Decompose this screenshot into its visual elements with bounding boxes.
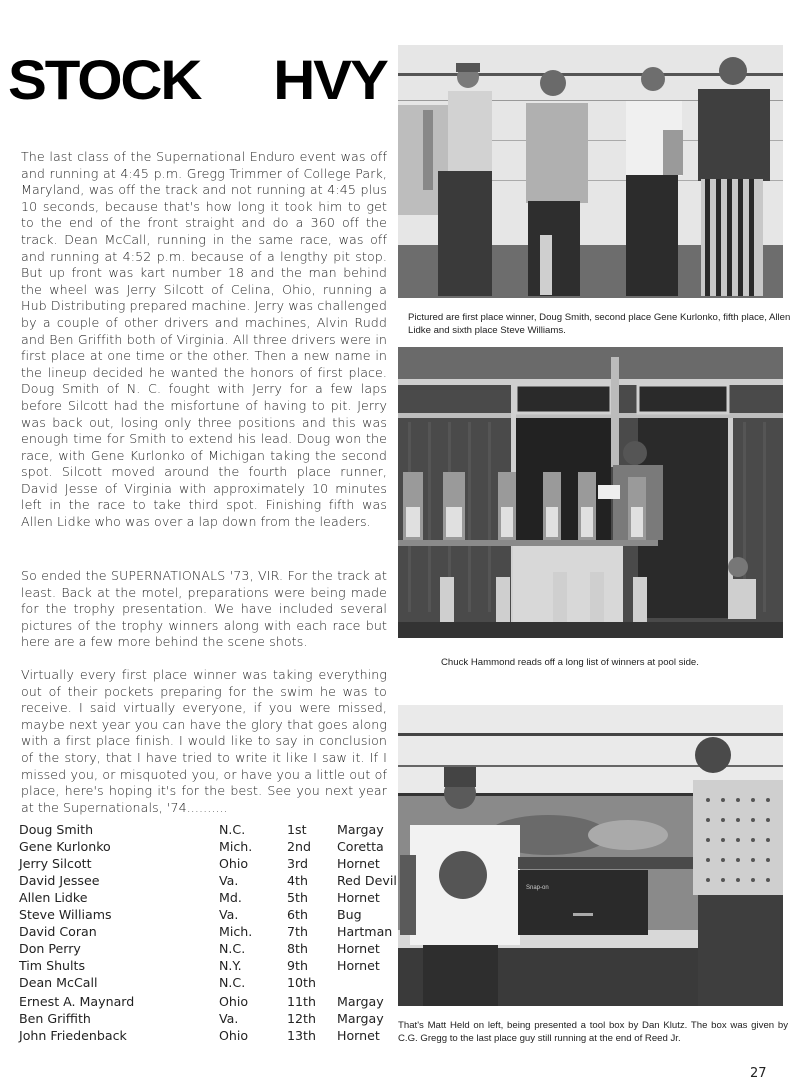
result-place: 9th [287,958,308,973]
result-name: John Friedenback [19,1028,127,1043]
result-kart: Margay [337,994,384,1009]
result-kart: Hartman [337,924,393,939]
result-place: 11th [287,994,316,1009]
photo-tool-box-caption: That's Matt Held on left, being presented a tool box by Dan Klutz. The box was given by C.G. Gregg to the last place guy still running at the end of Reed Jr. [398,1020,788,1044]
results-row [19,958,389,975]
results-row [19,975,389,992]
result-place: 13th [287,1028,316,1043]
result-place: 1st [287,822,307,837]
result-state: N.C. [219,941,246,956]
result-kart: Bug [337,907,362,922]
toolbox-brand-label: Snap-on [526,885,549,891]
result-name: Ernest A. Maynard [19,994,135,1009]
result-state: Ohio [219,994,249,1009]
results-row [19,822,389,839]
result-kart: Margay [337,822,384,837]
result-state: Ohio [219,1028,249,1043]
result-name: Allen Lidke [19,890,88,905]
result-state: Va. [219,907,239,922]
results-row [19,924,393,941]
result-name: Don Perry [19,941,81,956]
result-place: 2nd [287,839,311,854]
result-name: David Jessee [19,873,100,888]
photo-winners-caption: Pictured are first place winner, Doug Smith, second place Gene Kurlonko, fifth place, Allen Lidke and sixth place Steve Williams. [408,312,791,336]
result-kart: Hornet [337,958,380,973]
result-place: 8th [287,941,308,956]
result-kart: Hornet [337,856,380,871]
result-state: N.C. [219,975,246,990]
results-row [19,856,389,873]
result-place: 7th [287,924,308,939]
article-paragraph-1: The last class of the Supernational Enduro event was off and running at 4:45 p.m. Gregg Trimmer of College Park, Maryland, was off the track and not running at 4:45 plus 10 seconds, because that's how long it took him to get to the end of the front straight and do a 360 off the track. Dean McCall, running in the same race, was off and running at 4:52 p.m. because of a lengthy pit stop. But up front was kart number 18 and the man behind the wheel was Jerry Silcott of Celina, Ohio, running a Hub Distributing prepared machine. Jerry was challenged by a couple of other drivers and machines, Alvin Rudd and Ben Griffith both of Virginia. All three drivers were in first place at one time or the other. Then a new name in the lineup decided he wanted the honors of first place. Doug Smith of N. C. fought with Jerry for a few laps before Silcott had the misfortune of having to pit. Jerry was back out, losing only three positions and this was enough time for Smith to extend his lead. Doug won the race, with Gene Kurlonko of Michigan taking the second spot. Silcott moved around the fourth place runner, David Jesse of Virginia with approximately 10 minutes left in the race to take third spot. Finishing fifth was Allen Lidke who was over a lap down from the leaders. [21,149,387,530]
result-state: Mich. [219,839,253,854]
results-table [19,822,397,1045]
result-name: David Coran [19,924,97,939]
result-name: Gene Kurlonko [19,839,111,854]
result-place: 6th [287,907,308,922]
result-state: Mich. [219,924,253,939]
result-name: Ben Griffith [19,1011,91,1026]
result-place: 12th [287,1011,316,1026]
result-name: Tim Shults [19,958,86,973]
result-kart: Red Devil [337,873,397,888]
result-name: Dean McCall [19,975,98,990]
photo-trophy-presentation-image [398,347,783,638]
result-kart: Hornet [337,890,380,905]
results-row [19,941,389,958]
result-place: 5th [287,890,308,905]
result-place: 4th [287,873,308,888]
article-paragraph-3: Virtually every first place winner was taking everything out of their pockets preparing for the swim he was to receive. I said virtually everyone, if you were missed, maybe next year you can have the glory that goes along with a first place finish. I would like to say in conclusion of the story, that I have tried to write it like I saw it. If I missed you, or misquoted you, or have you a little out of place, here's hoping it's for the best. See you next year at the Supernationals, '74.......... [21,667,387,815]
result-kart: Hornet [337,941,380,956]
result-place: 3rd [287,856,308,871]
results-row [19,907,389,924]
article-paragraph-2: So ended the SUPERNATIONALS '73, VIR. For the track at least. Back at the motel, preparations were being made for the trophy presentation. We have included several pictures of the trophy winners along with each race but here are a few more behind the scene shots. [21,568,387,650]
page-number: 27 [750,1066,767,1081]
results-row [19,1011,389,1028]
results-row [19,994,389,1011]
result-state: Ohio [219,856,249,871]
results-row [19,1028,389,1045]
result-name: Steve Williams [19,907,112,922]
result-place: 10th [287,975,316,990]
headline-word-hvy: HVY [273,48,387,111]
result-state: Md. [219,890,242,905]
result-state: N.Y. [219,958,242,973]
result-kart: Margay [337,1011,384,1026]
photo-tool-box [398,705,783,1006]
results-row [19,873,397,890]
result-state: Va. [219,1011,239,1026]
photo-winners [398,45,783,298]
headline [8,48,387,111]
result-kart: Coretta [337,839,384,854]
result-state: N.C. [219,822,246,837]
result-name: Doug Smith [19,822,94,837]
result-name: Jerry Silcott [19,856,92,871]
results-row [19,890,389,907]
result-state: Va. [219,873,239,888]
photo-tool-box-image [398,705,783,1006]
result-kart: Hornet [337,1028,380,1043]
results-row [19,839,389,856]
photo-winners-image [398,45,783,298]
photo-trophy-presentation [398,347,783,638]
photo-trophy-presentation-caption: Chuck Hammond reads off a long list of winners at pool side. [441,657,699,668]
headline-word-stock: STOCK [8,48,201,111]
